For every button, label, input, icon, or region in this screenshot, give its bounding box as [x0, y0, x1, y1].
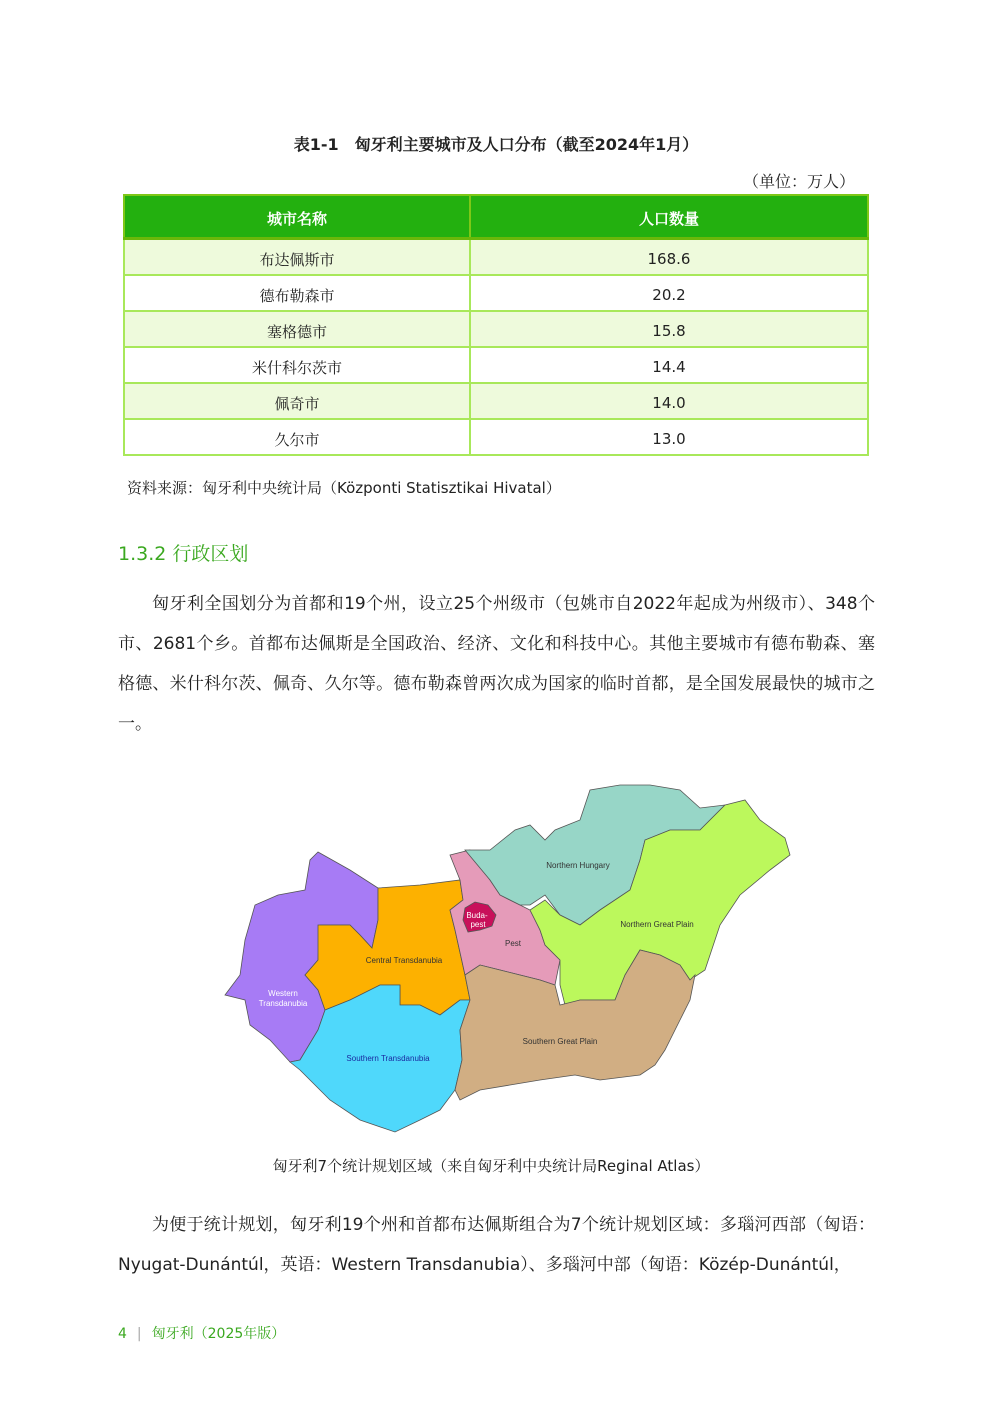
- label-southern-transdanubia: Southern Transdanubia: [346, 1054, 430, 1063]
- population-cell: 20.2: [470, 275, 868, 311]
- table-unit: （单位：万人）: [742, 172, 855, 191]
- section-heading: 1.3.2 行政区划: [118, 543, 249, 565]
- population-cell: 14.0: [470, 383, 868, 419]
- population-cell: 15.8: [470, 311, 868, 347]
- city-cell: 久尔市: [124, 419, 470, 455]
- city-cell: 布达佩斯市: [124, 239, 470, 275]
- footer-separator: |: [136, 1326, 142, 1342]
- population-cell: 14.4: [470, 347, 868, 383]
- label-western: Western: [268, 989, 298, 998]
- label-western-2: Transdanubia: [258, 999, 308, 1008]
- table-source: 资料来源：匈牙利中央统计局（Központi Statisztikai Hivatal）: [127, 479, 561, 497]
- table-title: 表1-1 匈牙利主要城市及人口分布（截至2024年1月）: [293, 135, 699, 154]
- city-cell: 德布勒森市: [124, 275, 470, 311]
- label-southern-great-plain: Southern Great Plain: [522, 1037, 598, 1046]
- page-number: 4: [118, 1326, 127, 1342]
- city-cell: 塞格德市: [124, 311, 470, 347]
- population-cell: 13.0: [470, 419, 868, 455]
- footer-title: 匈牙利（2025年版）: [151, 1326, 286, 1342]
- label-budapest-2: pest: [470, 920, 486, 929]
- paragraph: 匈牙利全国划分为首都和19个州，设立25个州级市（包姚市自2022年起成为州级市）、348个市、2681个乡。首都布达佩斯是全国政治、经济、文化和科技中心。其他主要城市有德布勒森、塞格德、米什科尔茨、佩奇、久尔等。德布勒森曾两次成为国家的临时首都，是全国发展最快的城市之一。: [118, 594, 875, 734]
- label-central: Central Transdanubia: [365, 956, 443, 965]
- city-cell: 佩奇市: [124, 383, 470, 419]
- header-city: 城市名称: [124, 195, 470, 239]
- page-footer: [118, 1323, 285, 1343]
- header-population: 人口数量: [470, 195, 868, 239]
- label-northern-great-plain: Northern Great Plain: [620, 920, 694, 929]
- population-cell: 168.6: [470, 239, 868, 275]
- paragraph: 为便于统计规划，匈牙利19个州和首都布达佩斯组合为7个统计规划区域：多瑙河西部（匈语：Nyugat-Dunántúl，英语：Western Transdanubia）、多瑙河中部（匈语：Közép-Dunántúl，: [118, 1215, 875, 1275]
- label-northern-hungary: Northern Hungary: [546, 861, 610, 870]
- label-budapest: Buda-: [466, 911, 488, 920]
- city-cell: 米什科尔茨市: [124, 347, 470, 383]
- map-caption: 匈牙利7个统计规划区域（来自匈牙利中央统计局Reginal Atlas）: [272, 1157, 710, 1175]
- label-pest: Pest: [504, 939, 522, 948]
